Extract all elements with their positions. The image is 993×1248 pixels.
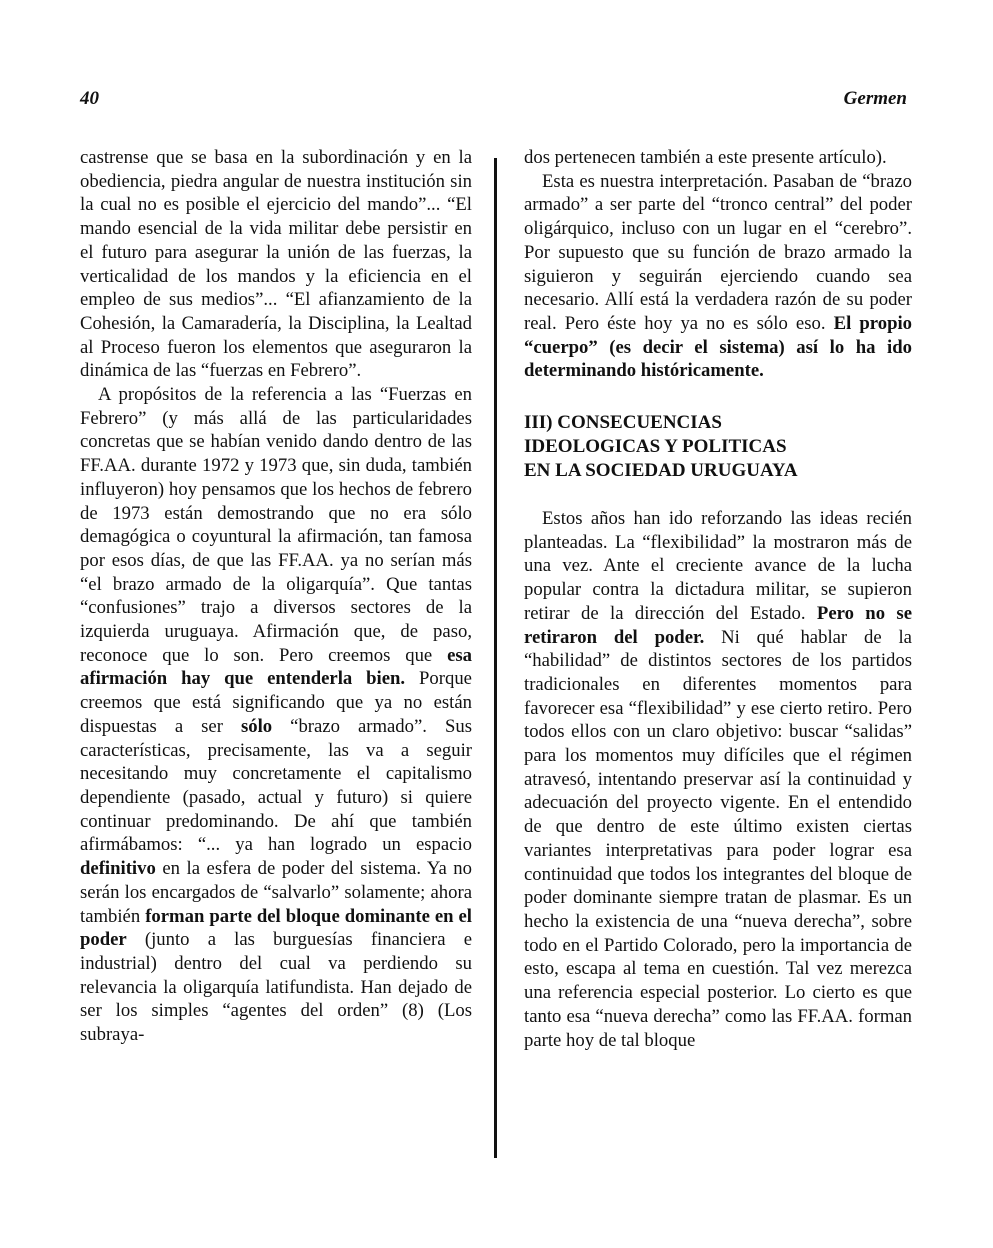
heading-line: EN LA SOCIEDAD URUGUAYA: [524, 460, 798, 482]
emphasis-text: sólo: [240, 715, 273, 737]
paragraph: [524, 146, 912, 170]
emphasis-text: forman parte del bloque dominante en el poder: [80, 905, 472, 951]
left-column: [80, 146, 472, 1047]
paragraph: [524, 507, 912, 1052]
emphasis-text: definitivo: [80, 858, 156, 880]
paragraph-text: “brazo armado”. Sus características, precisamente, las va a seguir necesitando muy concretamente el capitalismo dependiente (pasado, actual y futuro) si quiere continuar predominando. De ahí que también afirmábamos: “... ya han logrado un espacio: [80, 715, 472, 856]
paragraph-text: Esta es nuestra interpretación. Pasaban de “brazo armado” a ser parte del “tronco central” del poder oligárquico, incluso con un lugar en el “cerebro”. Por supuesto que su función de brazo armado la siguieron y seguirán ejerciendo cuando sea necesario. Allí está la verdadera razón de su poder real. Pero éste hoy ya no es sólo eso.: [524, 170, 912, 334]
paragraph-text: (junto a las burguesías financiera e industrial) dentro del cual va perdiendo su relevancia la oligarquía latifundista. Han dejado de ser los simples “agentes del orden” (8) (Los subraya-: [80, 929, 472, 1046]
heading-line: III) CONSECUENCIAS: [524, 412, 722, 434]
paragraph-text: A propósitos de la referencia a las “Fuerzas en Febrero” (y más allá de las particularidades concretas que se habían venido dando dentro de las FF.AA. durante 1972 y 1973 que, sin duda, también influyeron) hoy pensamos que los hechos de febrero de 1973 están demostrando que no era sólo demagógica o coyuntural la afirmación, tan famosa por esos días, de que las FF.AA. ya no serían más “el brazo armado de la oligarquía”. Que tantas “confusiones” trajo a diversos sectores de la izquierda uruguaya. Afirmación que, de paso, reconoce que lo son. Pero creemos que: [80, 384, 472, 666]
paragraph: [80, 383, 472, 1047]
running-title: Germen: [843, 88, 907, 109]
paragraph-text: castrense que se basa en la subordinación y en la obediencia, piedra angular de nuestra institución sin la cual no es posible el ejercicio del mando”... “El mando esencial de la vida militar debe persistir en el futuro para asegurar la unión de las fuerzas, la verticalidad de los mandos y la eficiencia en el empleo de sus medios”... “El afianzamiento de la Cohesión, la Camaradería, la Disciplina, la Lealtad al Proceso fueron los elementos que aseguraron la dinámica de las “fuerzas en Febrero”.: [80, 147, 472, 382]
heading-line: IDEOLOGICAS Y POLITICAS: [524, 436, 787, 458]
paragraph-text: Porque creemos que está significando que ya no están dispuestas a ser: [80, 668, 472, 737]
paragraph: [524, 170, 912, 383]
paragraph-text: Estos años han ido reforzando las ideas recién planteadas. La “flexibilidad” la mostraron más de una vez. Ante el creciente avance de la lucha popular contra la dictadura militar, se supieron retirar de la dirección del Estado.: [524, 508, 912, 624]
paragraph-text: Ni qué hablar de la “habilidad” de distintos sectores de los partidos tradicionales en diferentes momentos para favorecer esa “flexibilidad” y ese cierto retiro. Pero todos ellos con un claro objetivo: buscar “salidas” para los momentos muy difíciles que el régimen atravesó, intentando preservar así la continuidad y adecuación del proyecto vigente. En el entendido de que dentro de este último existen ciertas variantes interpretativas para poder lograr esa continuidad que todos los integrantes del bloque de poder dominante siempre tratan de plasmar. Es un hecho la existencia de una “nueva derecha”, sobre todo en el Partido Colorado, pero la importancia de esto, escapa al tema en cuestión. Tal vez merezca una referencia especial posterior. Lo cierto es que tanto esa “nueva derecha” como las FF.AA. forman parte hoy de tal bloque: [524, 626, 912, 1051]
section-heading: [524, 411, 912, 483]
paragraph-text: en la esfera de poder del sistema. Ya no serán los encargados de “salvarlo” solamente; ahora también: [80, 858, 472, 927]
emphasis-text: Pero no se retiraron del poder.: [524, 602, 912, 648]
right-column: [524, 146, 912, 1052]
column-divider: [494, 158, 497, 1158]
page-number: 40: [80, 88, 99, 109]
paragraph: [80, 146, 472, 383]
emphasis-text: esa afirmación hay que entenderla bien.: [80, 644, 472, 690]
paragraph-text: dos pertenecen también a este presente artículo).: [524, 147, 887, 168]
emphasis-text: El propio “cuerpo” (es decir el sistema) así lo ha ido determinando históricamente.: [524, 312, 912, 382]
